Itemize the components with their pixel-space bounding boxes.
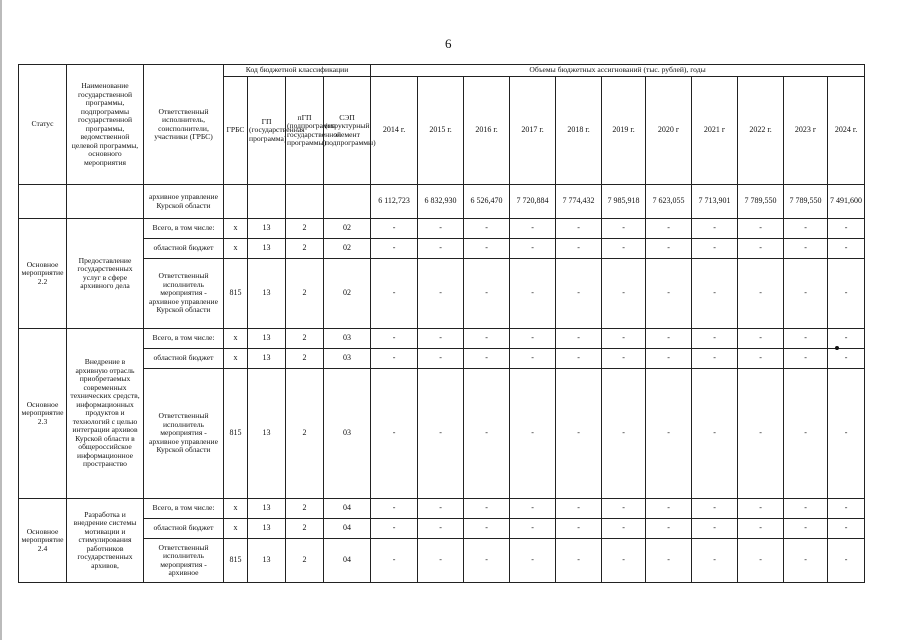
row-responsible: Ответственный исполнитель мероприятия - архивное управление Курской области — [144, 369, 224, 499]
row-value: - — [602, 519, 646, 539]
row-gp: 13 — [248, 329, 286, 349]
header-grbs: ГРБС — [224, 77, 248, 185]
row-grbs: x — [224, 219, 248, 239]
row-value: - — [784, 519, 828, 539]
row-value: - — [464, 519, 510, 539]
row-value: - — [464, 239, 510, 259]
header-year: 2018 г. — [556, 77, 602, 185]
row-value: - — [646, 539, 692, 583]
row-sep: 03 — [324, 349, 371, 369]
row-value: - — [556, 329, 602, 349]
row-sep: 04 — [324, 539, 371, 583]
row-pgp: 2 — [286, 329, 324, 349]
row-grbs: 815 — [224, 369, 248, 499]
row-value: - — [418, 239, 464, 259]
top-code — [324, 185, 371, 219]
row-value: - — [510, 219, 556, 239]
row-value: - — [646, 369, 692, 499]
row-value: - — [556, 239, 602, 259]
row-value: - — [646, 219, 692, 239]
top-value: 7 789,550 — [784, 185, 828, 219]
top-code — [224, 185, 248, 219]
row-value: - — [556, 519, 602, 539]
row-value: - — [828, 329, 865, 349]
header-volumes: Объемы бюджетных ассигнований (тыс. рублей), годы — [371, 65, 865, 77]
row-value: - — [510, 519, 556, 539]
row-value: - — [602, 349, 646, 369]
row-value: - — [784, 329, 828, 349]
row-gp: 13 — [248, 519, 286, 539]
row-value: - — [692, 539, 738, 583]
header-budget-code: Код бюджетной классификации — [224, 65, 371, 77]
row-value: - — [510, 239, 556, 259]
row-value: - — [692, 369, 738, 499]
row-value: - — [556, 259, 602, 329]
row-responsible: областной бюджет — [144, 239, 224, 259]
top-name — [67, 185, 144, 219]
row-value: - — [828, 499, 865, 519]
row-pgp: 2 — [286, 219, 324, 239]
row-value: - — [510, 369, 556, 499]
row-value: - — [464, 219, 510, 239]
row-value: - — [692, 329, 738, 349]
row-value: - — [418, 539, 464, 583]
row-value: - — [646, 519, 692, 539]
row-value: - — [738, 219, 784, 239]
row-grbs: x — [224, 239, 248, 259]
group-status: Основное мероприятие 2.4 — [19, 499, 67, 583]
table-row — [19, 369, 865, 499]
row-responsible: Ответственный исполнитель мероприятия - архивное — [144, 539, 224, 583]
page-number: 6 — [445, 36, 452, 51]
row-value: - — [371, 349, 418, 369]
header-year: 2014 г. — [371, 77, 418, 185]
row-value: - — [784, 539, 828, 583]
row-sep: 02 — [324, 259, 371, 329]
row-pgp: 2 — [286, 239, 324, 259]
row-value: - — [418, 519, 464, 539]
table-row — [19, 65, 865, 77]
row-value: - — [556, 219, 602, 239]
row-grbs: x — [224, 349, 248, 369]
row-value: - — [738, 519, 784, 539]
row-value: - — [510, 499, 556, 519]
row-sep: 04 — [324, 519, 371, 539]
header-year: 2020 г — [646, 77, 692, 185]
table-row — [19, 185, 865, 219]
header-status: Статус — [19, 65, 67, 185]
ink-blot — [835, 346, 839, 350]
row-value: - — [646, 259, 692, 329]
row-grbs: 815 — [224, 259, 248, 329]
header-year: 2024 г. — [828, 77, 865, 185]
top-status — [19, 185, 67, 219]
row-value: - — [828, 369, 865, 499]
row-value: - — [464, 369, 510, 499]
row-value: - — [418, 499, 464, 519]
row-value: - — [464, 259, 510, 329]
row-grbs: x — [224, 499, 248, 519]
row-gp: 13 — [248, 219, 286, 239]
header-year: 2019 г. — [602, 77, 646, 185]
row-gp: 13 — [248, 349, 286, 369]
row-value: - — [738, 239, 784, 259]
group-name: Предоставление государственных услуг в сфере архивного дела — [67, 219, 144, 329]
row-pgp: 2 — [286, 349, 324, 369]
row-value: - — [602, 239, 646, 259]
table-row — [19, 519, 865, 539]
row-value: - — [510, 329, 556, 349]
row-sep: 02 — [324, 239, 371, 259]
row-pgp: 2 — [286, 369, 324, 499]
row-value: - — [418, 219, 464, 239]
scan-edge — [0, 0, 2, 640]
row-pgp: 2 — [286, 539, 324, 583]
header-year: 2023 г — [784, 77, 828, 185]
row-value: - — [692, 349, 738, 369]
header-pgp: пГП (подпрограмма государственной программы) — [286, 77, 324, 185]
row-value: - — [828, 259, 865, 329]
row-responsible: Всего, в том числе: — [144, 329, 224, 349]
row-value: - — [371, 219, 418, 239]
header-gp: ГП (государственная программа) — [248, 77, 286, 185]
row-responsible: Всего, в том числе: — [144, 219, 224, 239]
header-year: 2017 г. — [510, 77, 556, 185]
row-value: - — [602, 539, 646, 583]
group-name: Внедрение в архивную отрасль приобретаемых современных технических средств, информационных продуктов и технологий с целью интеграции архивов Курской области в общероссийское информационное пространство — [67, 329, 144, 499]
top-value: 7 720,884 — [510, 185, 556, 219]
row-value: - — [738, 539, 784, 583]
table-row — [19, 239, 865, 259]
row-pgp: 2 — [286, 259, 324, 329]
group-status: Основное мероприятие 2.3 — [19, 329, 67, 499]
top-code — [248, 185, 286, 219]
row-value: - — [371, 519, 418, 539]
group-name: Разработка и внедрение системы мотивации и стимулирования работников государственных архивов, — [67, 499, 144, 583]
row-value: - — [556, 499, 602, 519]
row-value: - — [828, 219, 865, 239]
table-row — [19, 349, 865, 369]
row-value: - — [602, 219, 646, 239]
top-value: 7 623,055 — [646, 185, 692, 219]
top-responsible: архивное управление Курской области — [144, 185, 224, 219]
top-value: 6 112,723 — [371, 185, 418, 219]
header-sep: СЭП (структурный элемент подпрограммы) — [324, 77, 371, 185]
row-value: - — [738, 259, 784, 329]
row-gp: 13 — [248, 539, 286, 583]
row-value: - — [602, 259, 646, 329]
row-value: - — [828, 519, 865, 539]
row-value: - — [510, 259, 556, 329]
row-value: - — [371, 259, 418, 329]
row-sep: 04 — [324, 499, 371, 519]
row-value: - — [556, 539, 602, 583]
row-responsible: Ответственный исполнитель мероприятия - архивное управление Курской области — [144, 259, 224, 329]
row-grbs: x — [224, 519, 248, 539]
row-value: - — [371, 499, 418, 519]
row-value: - — [371, 539, 418, 583]
row-value: - — [464, 349, 510, 369]
row-sep: 03 — [324, 329, 371, 349]
row-value: - — [692, 519, 738, 539]
top-code — [286, 185, 324, 219]
row-value: - — [828, 539, 865, 583]
group-status: Основное мероприятие 2.2 — [19, 219, 67, 329]
top-value: 6 526,470 — [464, 185, 510, 219]
row-value: - — [646, 349, 692, 369]
top-value: 7 985,918 — [602, 185, 646, 219]
row-value: - — [784, 219, 828, 239]
table-row — [19, 499, 865, 519]
row-value: - — [646, 499, 692, 519]
row-value: - — [784, 349, 828, 369]
row-value: - — [738, 499, 784, 519]
row-gp: 13 — [248, 259, 286, 329]
header-year: 2016 г. — [464, 77, 510, 185]
header-year: 2022 г. — [738, 77, 784, 185]
row-value: - — [738, 349, 784, 369]
row-value: - — [371, 329, 418, 349]
row-value: - — [738, 369, 784, 499]
row-sep: 02 — [324, 219, 371, 239]
row-value: - — [464, 539, 510, 583]
row-value: - — [784, 239, 828, 259]
row-value: - — [828, 349, 865, 369]
row-value: - — [371, 239, 418, 259]
header-name: Наименование государственной программы, подпрограммы государственной программы, ведомственной целевой программы, основного мероприятия — [67, 65, 144, 185]
row-value: - — [556, 369, 602, 499]
row-responsible: Всего, в том числе: — [144, 499, 224, 519]
row-value: - — [692, 499, 738, 519]
row-value: - — [510, 349, 556, 369]
row-value: - — [784, 259, 828, 329]
row-responsible: областной бюджет — [144, 519, 224, 539]
row-pgp: 2 — [286, 519, 324, 539]
budget-table — [18, 64, 865, 583]
top-value: 7 491,600 — [828, 185, 865, 219]
row-value: - — [418, 369, 464, 499]
row-value: - — [828, 239, 865, 259]
header-year: 2021 г — [692, 77, 738, 185]
row-gp: 13 — [248, 239, 286, 259]
row-value: - — [738, 329, 784, 349]
row-value: - — [418, 349, 464, 369]
row-gp: 13 — [248, 499, 286, 519]
row-value: - — [602, 499, 646, 519]
row-value: - — [784, 369, 828, 499]
row-pgp: 2 — [286, 499, 324, 519]
row-value: - — [464, 329, 510, 349]
row-value: - — [602, 329, 646, 349]
table-row — [19, 219, 865, 239]
row-value: - — [371, 369, 418, 499]
row-value: - — [510, 539, 556, 583]
table-row — [19, 539, 865, 583]
row-value: - — [646, 239, 692, 259]
top-value: 7 774,432 — [556, 185, 602, 219]
row-responsible: областной бюджет — [144, 349, 224, 369]
top-value: 7 789,550 — [738, 185, 784, 219]
row-value: - — [556, 349, 602, 369]
row-value: - — [692, 259, 738, 329]
top-value: 7 713,901 — [692, 185, 738, 219]
row-sep: 03 — [324, 369, 371, 499]
header-responsible: Ответственный исполнитель, соисполнители, участники (ГРБС) — [144, 65, 224, 185]
row-grbs: 815 — [224, 539, 248, 583]
row-value: - — [646, 329, 692, 349]
row-value: - — [464, 499, 510, 519]
row-value: - — [692, 219, 738, 239]
row-value: - — [602, 369, 646, 499]
row-value: - — [692, 239, 738, 259]
row-value: - — [418, 259, 464, 329]
header-year: 2015 г. — [418, 77, 464, 185]
row-value: - — [784, 499, 828, 519]
row-grbs: x — [224, 329, 248, 349]
top-value: 6 832,930 — [418, 185, 464, 219]
row-gp: 13 — [248, 369, 286, 499]
table-row — [19, 259, 865, 329]
table-row — [19, 329, 865, 349]
row-value: - — [418, 329, 464, 349]
